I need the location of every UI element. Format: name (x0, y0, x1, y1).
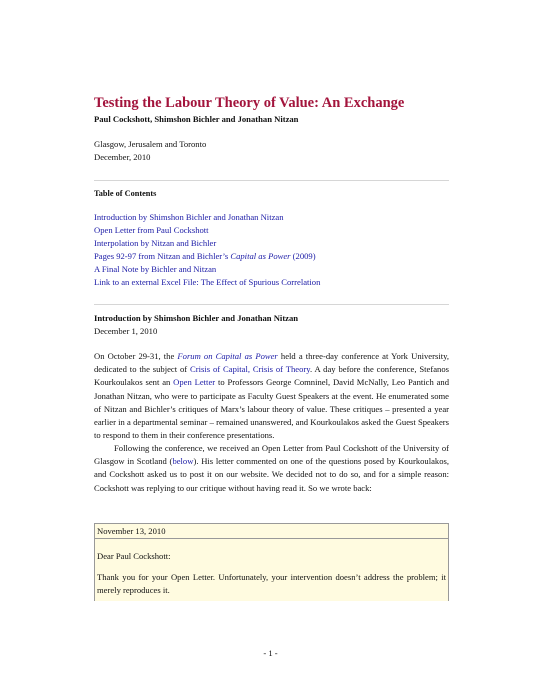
document-title: Testing the Labour Theory of Value: An Exchange (94, 95, 405, 111)
toc-link-interpolation[interactable]: Interpolation by Nitzan and Bichler (94, 238, 217, 248)
paragraph (94, 350, 449, 442)
paragraph-text: Following the conference, we received an Open Letter from Paul Cockshott of the University of Glasgow in Scotland ( (94, 443, 449, 467)
divider (94, 180, 449, 181)
toc-link-book-title: Capital as Power (230, 251, 291, 261)
toc-link-introduction[interactable]: Introduction by Shimshon Bichler and Jonathan Nitzan (94, 212, 284, 222)
crisis-link[interactable]: Crisis of Capital, Crisis of Theory (190, 364, 310, 375)
letter-salutation: Dear Paul Cockshott: (97, 551, 171, 561)
paragraph (94, 442, 449, 495)
document-date: December, 2010 (94, 152, 151, 162)
toc-link-year: (2009) (290, 251, 316, 261)
toc-link-pages-92-97[interactable] (94, 250, 320, 263)
letter-divider (95, 538, 448, 539)
forum-link[interactable]: Forum on Capital as Power (177, 351, 278, 361)
paragraph-text: held a three-day conference at York University, dedicated to the subject of (94, 351, 449, 375)
toc-link-final-note[interactable]: A Final Note by Bichler and Nitzan (94, 264, 217, 274)
letter-body: Thank you for your Open Letter. Unfortunately, your intervention doesn’t address the problem; it merely reproduces it. (97, 572, 446, 595)
paragraph-text: to Professors George Comninel, David McNally, Leo Pantich and Jonathan Nitzan, who were to participate as Faculty Guest Speakers at the event. He enumerated some of Nitzan and Bichler’s critiques of Marx’s labour theory of value. These critiques – presented a year earlier in a departmental seminar – remained unanswered, and Kourkoulakos asked the Guest Speakers to respond to them in their conference presentations. (94, 377, 449, 441)
page-number: - 1 - (263, 648, 278, 658)
toc-link-open-letter[interactable]: Open Letter from Paul Cockshott (94, 225, 209, 235)
paragraph-text: On October 29-31, the (94, 351, 178, 361)
document-place: Glasgow, Jerusalem and Toronto (94, 139, 207, 149)
section-heading: Introduction by Shimshon Bichler and Jonathan Nitzan (94, 313, 299, 323)
letter-date: November 13, 2010 (97, 526, 166, 536)
letter-box (94, 523, 449, 601)
section-date: December 1, 2010 (94, 326, 158, 336)
toc-heading: Table of Contents (94, 189, 157, 198)
toc-link-pages-text: Pages 92-97 from Nitzan and Bichler’s (94, 251, 231, 261)
document-authors: Paul Cockshott, Shimshon Bichler and Jonathan Nitzan (94, 114, 299, 124)
below-link[interactable]: below (172, 456, 194, 467)
toc-link-excel-file[interactable]: Link to an external Excel File: The Effect of Spurious Correlation (94, 277, 321, 287)
paragraph-text: ). His letter commented on one of the questions posed by Kourkoulakos, and Cockshott asked us to post it on our website. We decided not to do so, and for a simple reason: Cockshott was replying to our critique without having read it. So we wrote back: (94, 456, 450, 493)
paragraph-text: . A day before the conference, Stefanos Kourkoulakos sent an (94, 364, 449, 388)
table-of-contents (94, 211, 320, 289)
divider (94, 304, 449, 305)
open-letter-link[interactable]: Open Letter (173, 377, 216, 388)
